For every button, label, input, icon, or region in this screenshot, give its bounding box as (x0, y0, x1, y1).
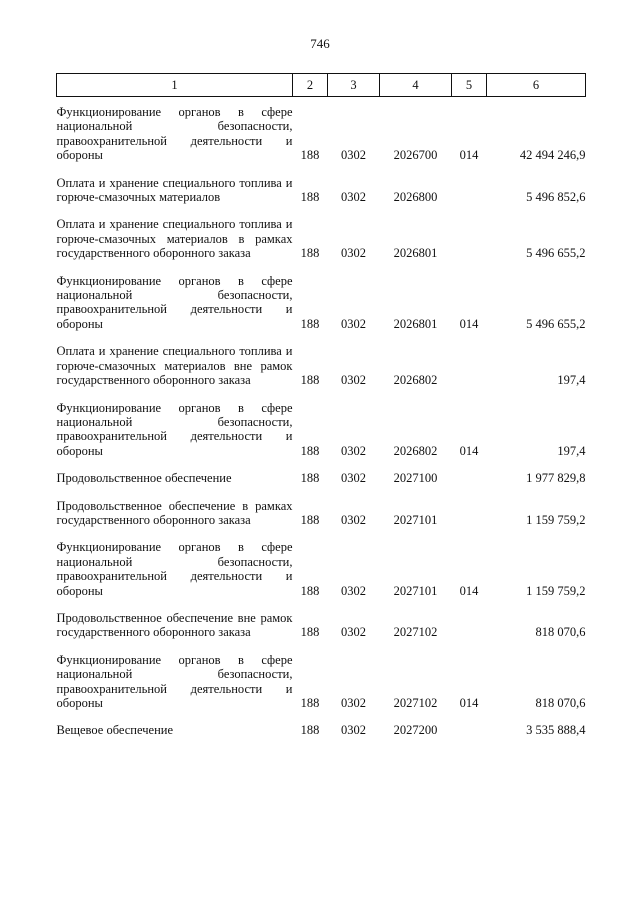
row-code-4: 2027100 (393, 471, 438, 486)
table-row (57, 401, 586, 472)
budget-table (56, 73, 586, 751)
row-code-3: 0302 (341, 190, 366, 205)
row-code-2: 188 (300, 625, 320, 640)
table-row (57, 471, 586, 498)
row-name: Оплата и хранение специального топлива и горюче-смазочных материалов в рамках государственного оборонного заказа (56, 217, 293, 261)
column-header-2: 2 (293, 74, 328, 97)
table-row (57, 344, 586, 400)
row-code-5 (452, 611, 487, 653)
row-code-4: 2027102 (393, 625, 438, 640)
table-row (57, 723, 586, 750)
row-code-5 (452, 499, 487, 541)
row-amount: 197,4 (557, 443, 586, 458)
row-code-5: 014 (459, 583, 479, 598)
row-name: Функционирование органов в сфере национальной безопасности, правоохранительной деятельности и обороны (56, 540, 293, 598)
row-amount: 1 159 759,2 (526, 512, 586, 527)
row-code-2: 188 (300, 512, 320, 527)
row-code-3: 0302 (341, 471, 366, 486)
row-code-4: 2026802 (393, 373, 438, 388)
row-code-4: 2026802 (393, 443, 438, 458)
row-code-5 (452, 344, 487, 400)
column-header-4: 4 (380, 74, 452, 97)
row-code-3: 0302 (341, 583, 366, 598)
row-code-3: 0302 (341, 246, 366, 261)
row-amount: 818 070,6 (535, 625, 586, 640)
table-row (57, 653, 586, 724)
row-code-3: 0302 (341, 512, 366, 527)
column-header-3: 3 (328, 74, 380, 97)
table-row (57, 217, 586, 273)
row-amount: 5 496 852,6 (526, 190, 586, 205)
column-header-6: 6 (487, 74, 586, 97)
row-name: Продовольственное обеспечение (56, 471, 232, 486)
row-code-3: 0302 (341, 443, 366, 458)
row-name: Оплата и хранение специального топлива и горюче-смазочных материалов (56, 175, 293, 205)
row-amount: 3 535 888,4 (526, 723, 586, 738)
row-code-2: 188 (300, 246, 320, 261)
row-code-4: 2026700 (393, 148, 438, 163)
row-name: Продовольственное обеспечение в рамках государственного оборонного заказа (56, 498, 293, 527)
row-code-2: 188 (300, 148, 320, 163)
row-code-5 (452, 471, 487, 498)
row-code-2: 188 (300, 190, 320, 205)
row-name: Продовольственное обеспечение вне рамок государственного оборонного заказа (56, 610, 293, 640)
table-row (57, 97, 586, 176)
row-code-2: 188 (300, 471, 320, 486)
table-row (57, 611, 586, 653)
column-header-5: 5 (452, 74, 487, 97)
page-number: 746 (310, 36, 330, 51)
row-name: Функционирование органов в сфере национальной безопасности, правоохранительной деятельности и обороны (56, 273, 293, 331)
row-code-3: 0302 (341, 625, 366, 640)
table-row (57, 540, 586, 611)
column-header-1: 1 (57, 74, 293, 97)
row-code-4: 2027101 (393, 512, 438, 527)
row-code-2: 188 (300, 696, 320, 710)
row-code-3: 0302 (341, 373, 366, 388)
row-code-4: 2027101 (393, 583, 438, 598)
row-amount: 1 977 829,8 (526, 471, 586, 486)
row-amount: 5 496 655,2 (526, 316, 586, 331)
row-code-3: 0302 (341, 316, 366, 331)
row-name: Функционирование органов в сфере национальной безопасности, правоохранительной деятельности и обороны (56, 400, 293, 458)
table-row (57, 274, 586, 345)
row-name: Функционирование органов в сфере национальной безопасности, правоохранительной деятельности и обороны (56, 105, 293, 163)
row-amount: 818 070,6 (535, 696, 586, 710)
row-code-5 (452, 217, 487, 273)
row-code-5 (452, 723, 487, 750)
row-code-5 (452, 176, 487, 218)
row-amount: 1 159 759,2 (526, 583, 586, 598)
row-code-3: 0302 (341, 148, 366, 163)
table-header-row (57, 74, 586, 97)
row-code-3: 0302 (341, 696, 366, 710)
row-code-3: 0302 (341, 723, 366, 738)
row-code-5: 014 (459, 696, 479, 710)
row-code-4: 2026800 (393, 190, 438, 205)
table-row (57, 499, 586, 541)
row-code-4: 2027200 (393, 723, 438, 738)
row-code-2: 188 (300, 316, 320, 331)
row-code-5: 014 (459, 148, 479, 163)
row-code-2: 188 (300, 373, 320, 388)
row-code-4: 2027102 (393, 696, 438, 710)
row-code-5: 014 (459, 443, 479, 458)
row-amount: 197,4 (557, 373, 586, 388)
row-code-4: 2026801 (393, 246, 438, 261)
row-amount: 42 494 246,9 (519, 148, 586, 163)
table-row (57, 176, 586, 218)
row-name: Функционирование органов в сфере национальной безопасности, правоохранительной деятельности и обороны (56, 652, 293, 710)
row-name: Вещевое обеспечение (56, 723, 173, 738)
row-code-4: 2026801 (393, 316, 438, 331)
row-amount: 5 496 655,2 (526, 246, 586, 261)
row-code-2: 188 (300, 443, 320, 458)
row-code-2: 188 (300, 723, 320, 738)
row-code-2: 188 (300, 583, 320, 598)
row-name: Оплата и хранение специального топлива и горюче-смазочных материалов вне рамок государственного оборонного заказа (56, 344, 293, 388)
row-code-5: 014 (459, 316, 479, 331)
